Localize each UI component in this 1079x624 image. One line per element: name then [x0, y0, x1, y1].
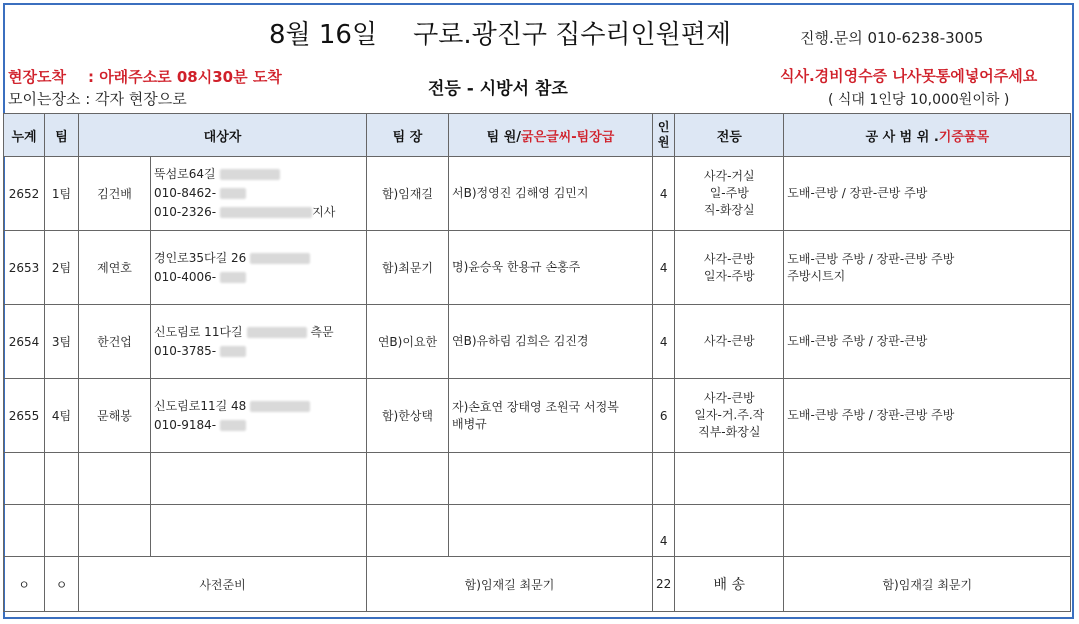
col-scope [784, 114, 1071, 157]
footer-row [4, 557, 1071, 612]
footer-num: ㅇ [4, 557, 45, 612]
empty-num [4, 505, 45, 557]
row-count: 4 [653, 231, 675, 305]
row-members: 자)손효연 장태영 조원국 서정복 배병규 [449, 379, 653, 453]
empty-leader [367, 505, 449, 557]
col-members-label: 팀 원/ [486, 129, 522, 145]
col-scope-label: 공 사 범 위 . [865, 129, 939, 145]
empty-name [79, 453, 151, 505]
empty-members [449, 505, 653, 557]
table-header-row [4, 114, 1071, 157]
empty-address [151, 453, 367, 505]
row-leader: 함)임재길 [367, 157, 449, 231]
redacted-mask [247, 327, 307, 338]
empty-team [45, 505, 79, 557]
row-scope: 도배-큰방 주방 / 장판-큰방 주방 [784, 379, 1071, 453]
empty-name [79, 505, 151, 557]
empty-num [4, 453, 45, 505]
empty-light [675, 453, 784, 505]
redacted-mask [220, 420, 246, 431]
table-row [4, 379, 1071, 453]
empty-light [675, 505, 784, 557]
row-members: 명)윤승욱 한용규 손홍주 [449, 231, 653, 305]
assignment-table [3, 113, 1071, 612]
contact-info: 진행.문의 010-6238-3005 [800, 29, 984, 47]
row-leader: 연B)이요한 [367, 305, 449, 379]
empty-address [151, 505, 367, 557]
row-team: 4팀 [45, 379, 79, 453]
row-name: 한건업 [79, 305, 151, 379]
row-light: 사각-거실 일-주방 직-화장실 [675, 157, 784, 231]
row-team: 1팀 [45, 157, 79, 231]
col-num: 누계 [4, 114, 45, 157]
row-light: 사각-큰방 [675, 305, 784, 379]
table-row [4, 157, 1071, 231]
redacted-mask [220, 188, 246, 199]
col-members-note: 굵은글씨-팀장급 [521, 129, 615, 145]
meeting-place: 모이는장소 : 각자 현장으로 [8, 90, 187, 108]
empty-row [4, 453, 1071, 505]
footer-team: ㅇ [45, 557, 79, 612]
row-leader: 함)한상택 [367, 379, 449, 453]
col-light: 전등 [675, 114, 784, 157]
footer-delivery-staff: 함)임재길 최문기 [784, 557, 1071, 612]
empty-leader [367, 453, 449, 505]
arrival-notice [8, 66, 282, 87]
row-team: 3팀 [45, 305, 79, 379]
row-count: 6 [653, 379, 675, 453]
footer-count: 22 [653, 557, 675, 612]
row-address: 뚝섬로64길 010-8462- 010-2326- 지사 [151, 157, 367, 231]
arrival-label: 현장도착 [8, 68, 66, 86]
row-num: 2654 [4, 305, 45, 379]
row-team: 2팀 [45, 231, 79, 305]
row-scope: 도배-큰방 주방 / 장판-큰방 주방 주방시트지 [784, 231, 1071, 305]
table-row [4, 305, 1071, 379]
row-scope: 도배-큰방 / 장판-큰방 주방 [784, 157, 1071, 231]
empty-members [449, 453, 653, 505]
row-count: 4 [653, 305, 675, 379]
row-members: 서B)정영진 김해영 김민지 [449, 157, 653, 231]
row-name: 문해봉 [79, 379, 151, 453]
footer-prep-staff: 함)임재길 최문기 [367, 557, 653, 612]
empty-team [45, 453, 79, 505]
redacted-mask [220, 272, 246, 283]
redacted-mask [250, 253, 310, 264]
footer-prep: 사전준비 [79, 557, 367, 612]
row-name: 김건배 [79, 157, 151, 231]
empty-scope [784, 453, 1071, 505]
empty-scope [784, 505, 1071, 557]
col-count: 인원 [653, 114, 675, 157]
row-num: 2652 [4, 157, 45, 231]
redacted-mask [250, 401, 310, 412]
row-count: 4 [653, 157, 675, 231]
meal-limit-note: ( 식대 1인당 10,000원이하 ) [828, 92, 1010, 108]
col-members [449, 114, 653, 157]
row-address: 신도림로11길 48 010-9184- [151, 379, 367, 453]
row-address: 신도림로 11다길 측문 010-3785- [151, 305, 367, 379]
row-light: 사각-큰방 일자-주방 [675, 231, 784, 305]
arrival-text: : 아래주소로 08시30분 도착 [87, 68, 282, 86]
redacted-mask [220, 207, 312, 218]
col-leader: 팀 장 [367, 114, 449, 157]
col-team: 팀 [45, 114, 79, 157]
redacted-mask [220, 346, 246, 357]
row-leader: 함)최문기 [367, 231, 449, 305]
title-main: 구로.광진구 집수리인원편제 [413, 20, 732, 50]
row-name: 제연호 [79, 231, 151, 305]
redacted-mask [220, 169, 280, 180]
row-num: 2655 [4, 379, 45, 453]
empty-count: 4 [653, 505, 675, 557]
row-members: 연B)유하림 김희은 김진경 [449, 305, 653, 379]
empty-count [653, 453, 675, 505]
row-num: 2653 [4, 231, 45, 305]
row-light: 사각-큰방 일자-거.주.작 직부-화장실 [675, 379, 784, 453]
lighting-note: 전등 - 시방서 참조 [428, 79, 568, 99]
col-scope-note: 기증품목 [938, 129, 990, 145]
row-address: 경인로35다길 26 010-4006- [151, 231, 367, 305]
receipt-notice: 식사.경비영수증 나사못통에넣어주세요 [780, 67, 1038, 85]
empty-row [4, 505, 1071, 557]
row-scope: 도배-큰방 주방 / 장판-큰방 [784, 305, 1071, 379]
table-row [4, 231, 1071, 305]
title-date: 8월 16일 [268, 20, 378, 50]
footer-delivery: 배 송 [675, 557, 784, 612]
col-target: 대상자 [79, 114, 367, 157]
